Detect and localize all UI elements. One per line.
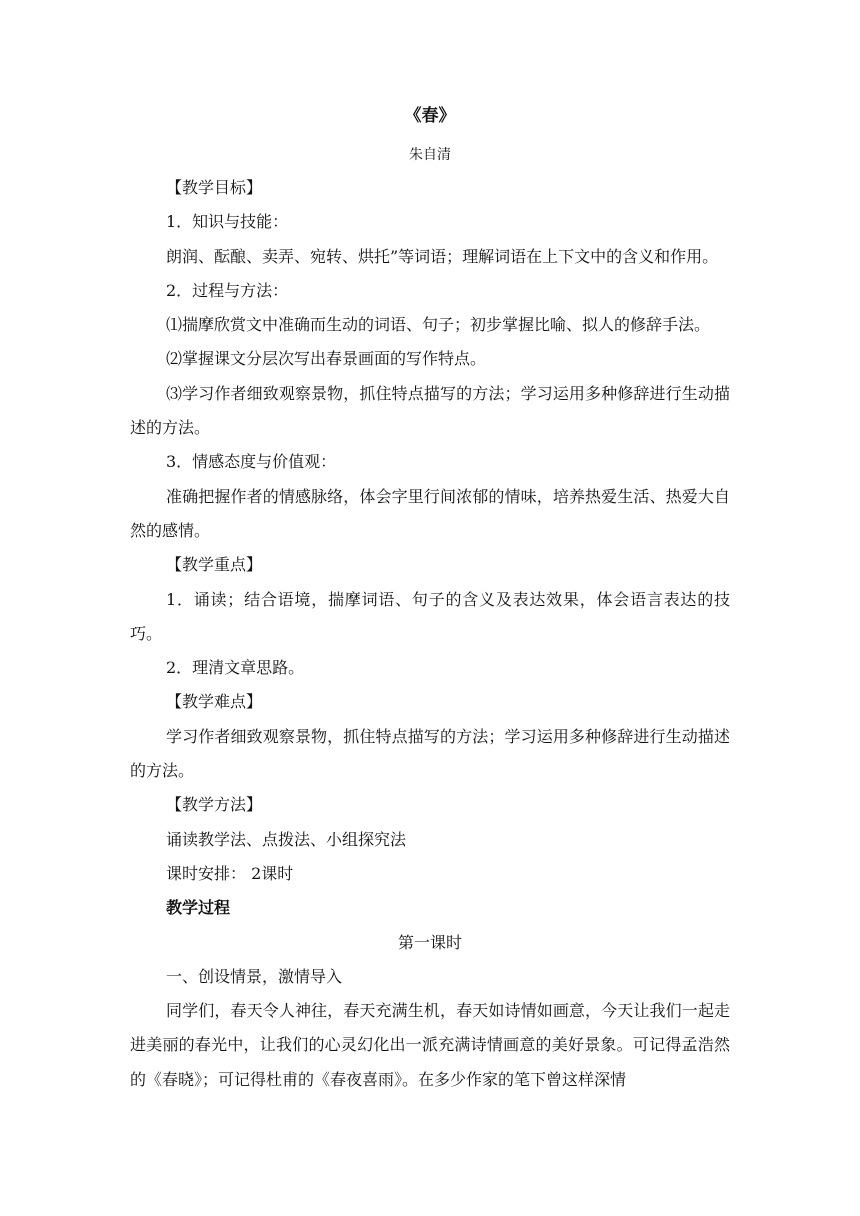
step-heading-introduction: 一、创设情景，激情导入 [166,966,343,986]
subheading-process: 2．过程与方法： [166,280,289,300]
section-heading-methods: 【教学方法】 [166,795,263,815]
key-point-2: 2．理清文章思路。 [166,658,305,678]
document-title: 《春》 [404,106,456,126]
paragraph-introduction: 同学们，春天令人神往，春天充满生机，春天如诗情如画意，今天让我们一起走进美丽的春光中，让我们的心灵幻化出一派充满诗情画意的美好景象。可记得孟浩然的《春晓》；可记得杜甫的《春夜喜雨》。在多少作家的笔下曾这样深情 [130,1001,730,1089]
key-point-1: 1．诵读；结合语境，揣摩词语、句子的含义及表达效果，体会语言表达的技巧。 [130,589,730,643]
paragraph-methods: 诵读教学法、点拨法、小组探究法 [166,829,407,849]
list-item-process-2: ⑵掌握课文分层次写出春景画面的写作特点。 [166,349,487,369]
document-author: 朱自清 [409,147,451,163]
document-body [130,171,730,1097]
section-heading-difficulties: 【教学难点】 [166,692,263,712]
section-heading-key-points: 【教学重点】 [166,555,263,575]
paragraph-schedule: 课时安排： 2课时 [166,863,294,883]
section-heading-process-of-teaching: 教学过程 [166,898,231,918]
subheading-emotion: 3．情感态度与价值观： [166,452,337,472]
subheading-knowledge: 1．知识与技能： [166,212,289,232]
paragraph-knowledge: 朗润、酝酿、卖弄、宛转、烘托”等词语；理解词语在上下文中的含义和作用。 [166,246,719,266]
list-item-process-3: ⑶学习作者细致观察景物，抓住特点描写的方法；学习运用多种修辞进行生动描述的方法。 [130,383,730,438]
paragraph-difficulties: 学习作者细致观察景物，抓住特点描写的方法；学习运用多种修辞进行生动描述的方法。 [130,726,730,781]
lesson-heading-first: 第一课时 [397,932,462,952]
paragraph-emotion: 准确把握作者的情感脉络，体会字里行间浓郁的情味，培养热爱生活、热爱大自然的感情。 [130,486,730,540]
list-item-process-1: ⑴揣摩欣赏文中准确而生动的词语、句子；初步掌握比喻、拟人的修辞手法。 [166,315,711,335]
section-heading-objectives: 【教学目标】 [166,178,263,197]
